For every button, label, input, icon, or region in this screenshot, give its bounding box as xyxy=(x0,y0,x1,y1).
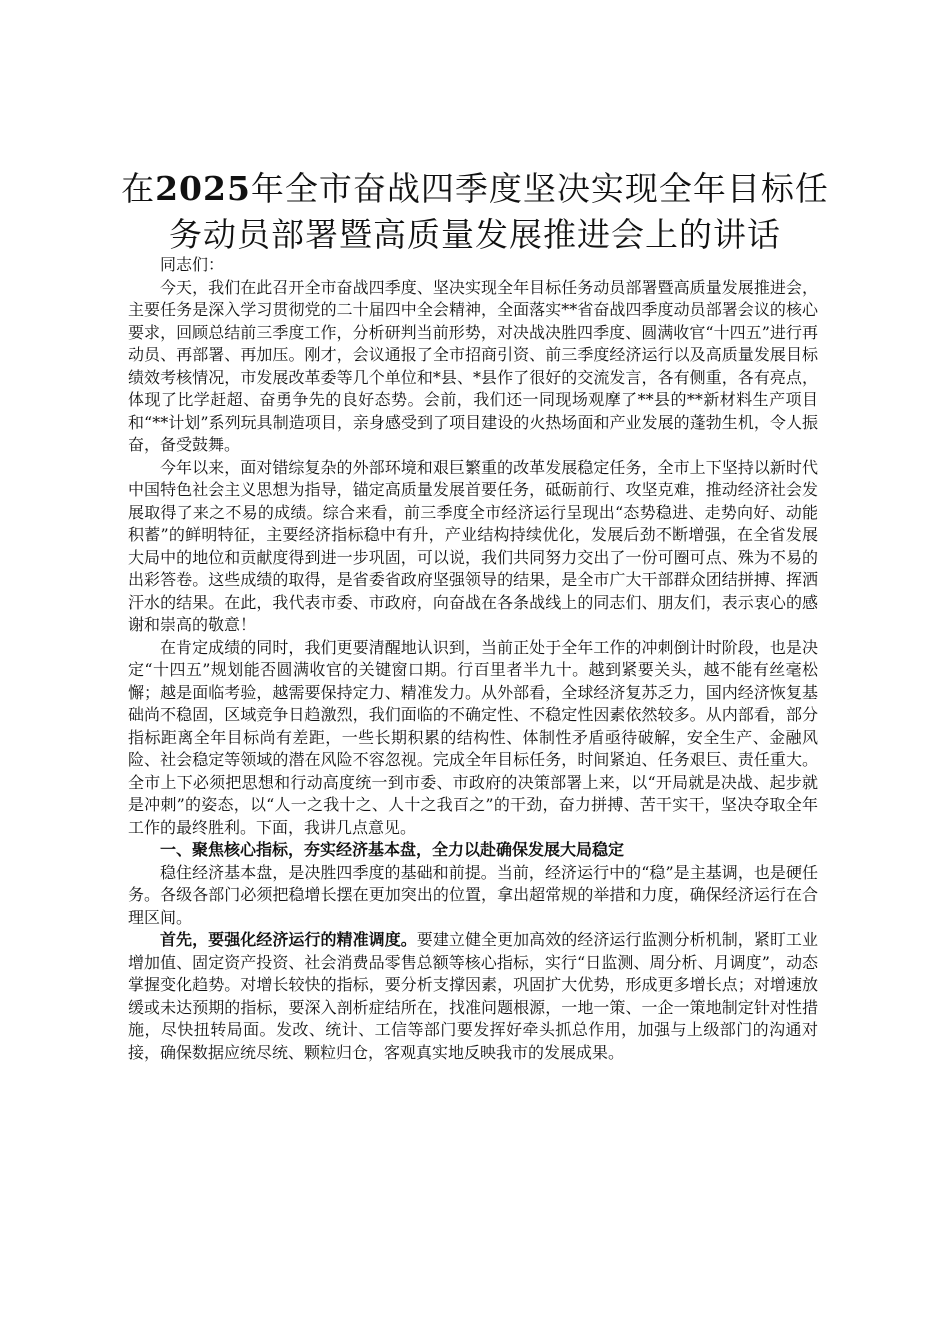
title-rest: 年全市奋战四季度坚决实现全年目标任务动员部署暨高质量发展推进会上的讲话 xyxy=(169,169,829,254)
section-heading: 一、聚焦核心指标，夯实经济基本盘，全力以赴确保发展大局稳定 xyxy=(160,840,625,859)
paragraph-challenges: 在肯定成绩的同时，我们更要清醒地认识到，当前正处于全年工作的冲刺倒计时阶段，也是决定“十四五”规划能否圆满收官的关键窗口期。行百里者半九十。越到紧要关头，越不能有丝毫松懈；越是面临考验，越需要保持定力、精准发力。从外部看，全球经济复苏乏力，国内经济恢复基础尚不稳固，区域竞争日趋激烈，我们面临的不确定性、不稳定性因素依然较多。从内部看，部分指标距离全年目标尚有差距，一些长期积累的结构性、体制性矛盾亟待破解，安全生产、金融风险、社会稳定等领域的潜在风险不容忽视。完成全年目标任务，时间紧迫、任务艰巨、责任重大。全市上下必须把思想和行动高度统一到市委、市政府的决策部署上来，以“开局就是决战、起步就是冲刺”的姿态，以“人一之我十之、人十之我百之”的干劲，奋力拼搏、苦干实干，坚决夺取全年工作的最终胜利。下面，我讲几点意见。 xyxy=(128,637,818,837)
title-year: 2025 xyxy=(155,169,251,208)
point-lead: 首先，要强化经济运行的精准调度。 xyxy=(160,930,417,949)
point-paragraph xyxy=(128,929,818,1064)
paragraph-opening: 今天，我们在此召开全市奋战四季度、坚决实现全年目标任务动员部署暨高质量发展推进会，主要任务是深入学习贯彻党的二十届四中全会精神，全面落实**省奋战四季度动员部署会议的核心要求，回顾总结前三季度工作，分析研判当前形势，对决战决胜四季度、圆满收官“十四五”进行再动员、再部署、再加压。刚才，会议通报了全市招商引资、前三季度经济运行以及高质量发展目标绩效考核情况，市发展改革委等几个单位和*县、*县作了很好的交流发言，各有侧重，各有亮点，体现了比学赶超、奋勇争先的良好态势。会前，我们还一同现场观摩了**县的**新材料生产项目和“**计划”系列玩具制造项目，亲身感受到了项目建设的火热场面和产业发展的蓬勃生机，令人振奋，备受鼓舞。 xyxy=(128,277,818,454)
salutation: 同志们： xyxy=(160,255,225,274)
title-prefix: 在 xyxy=(121,169,156,208)
paragraph-achievements: 今年以来，面对错综复杂的外部环境和艰巨繁重的改革发展稳定任务，全市上下坚持以新时代中国特色社会主义思想为指导，锚定高质量发展首要任务，砥砺前行、攻坚克难，推动经济社会发展取得了来之不易的成绩。综合来看，前三季度全市经济运行呈现出“态势稳进、走势向好、动能积蓄”的鲜明特征，主要经济指标稳中有升，产业结构持续优化，发展后劲不断增强，在全省发展大局中的地位和贡献度得到进一步巩固，可以说，我们共同努力交出了一份可圈可点、殊为不易的出彩答卷。这些成绩的取得，是省委省政府坚强领导的结果，是全市广大干部群众团结拼搏、挥洒汗水的结果。在此，我代表市委、市政府，向奋战在各条战线上的同志们、朋友们，表示衷心的感谢和崇高的敬意！ xyxy=(128,457,818,634)
document-title xyxy=(120,166,830,258)
point-body: 要建立健全更加高效的经济运行监测分析机制，紧盯工业增加值、固定资产投资、社会消费品零售总额等核心指标，实行“日监测、周分析、月调度”，动态掌握变化趋势。对增长较快的指标，要分析支撑因素，巩固扩大优势，形成更多增长点；对增速放缓或未达预期的指标，要深入剖析症结所在，找准问题根源，一地一策、一企一策地制定针对性措施，尽快扭转局面。发改、统计、工信等部门要发挥好牵头抓总作用，加强与上级部门的沟通对接，确保数据应统尽统、颗粒归仓，客观真实地反映我市的发展成果。 xyxy=(128,930,818,1062)
section-intro: 稳住经济基本盘，是决胜四季度的基础和前提。当前，经济运行中的“稳”是主基调，也是硬任务。各级各部门必须把稳增长摆在更加突出的位置，拿出超常规的举措和力度，确保经济运行在合理区间。 xyxy=(128,862,818,927)
speech-body xyxy=(128,256,818,1064)
